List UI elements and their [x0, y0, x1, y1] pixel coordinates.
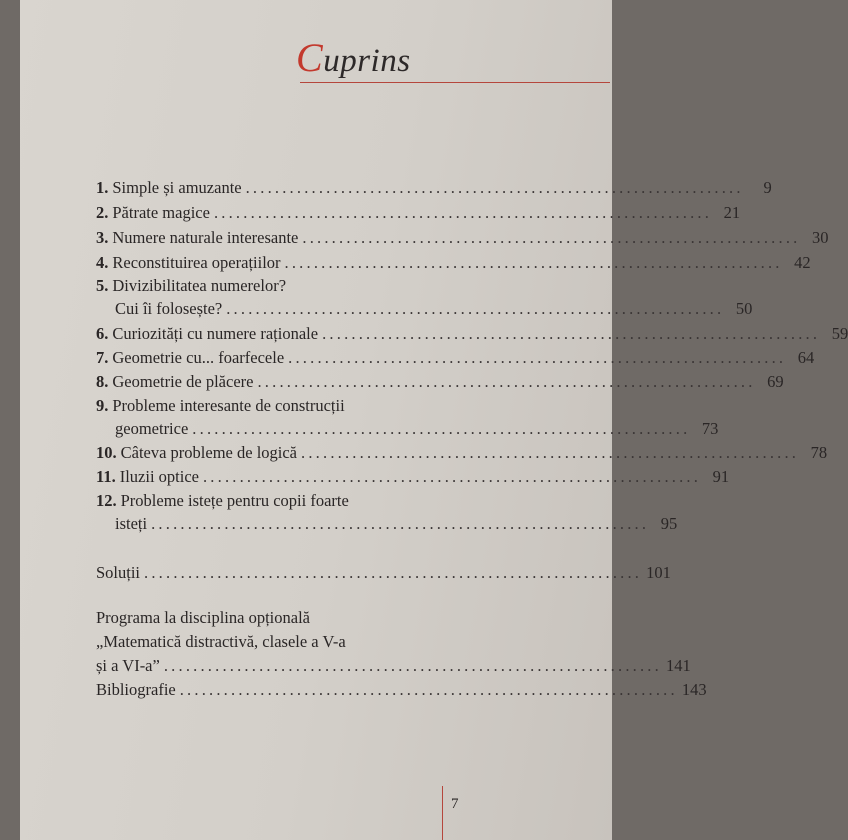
toc-title: Iluzii optice [119, 467, 199, 486]
toc-entry-3[interactable] [96, 228, 829, 252]
toc-number: 10. [96, 443, 117, 462]
toc-entry-program-line2[interactable] [96, 632, 441, 656]
toc-title: Câteva probleme de logică [120, 443, 298, 462]
toc-entry-5[interactable] [96, 276, 441, 300]
toc-leader: .................................................................... [163, 656, 662, 675]
toc-entry-9[interactable] [96, 396, 441, 420]
toc-page: 73 [701, 419, 719, 438]
toc-entry-bibliography[interactable] [96, 680, 707, 704]
toc-title: Programa la disciplina opțională [96, 608, 310, 627]
footer-rule [442, 786, 443, 840]
toc-leader: .................................................................... [302, 228, 801, 247]
toc-entry-11[interactable] [96, 467, 730, 491]
toc-number: 2. [96, 203, 109, 222]
toc-leader: .................................................................... [288, 348, 787, 367]
toc-number: 1. [96, 178, 109, 197]
toc-leader: .................................................................... [284, 253, 783, 272]
toc-leader: .................................................................... [245, 178, 744, 197]
toc-entry-2[interactable] [96, 203, 741, 227]
toc-entry-7[interactable] [96, 348, 815, 372]
toc-number: 7. [96, 348, 109, 367]
toc-number: 12. [96, 491, 117, 510]
toc-title-continued: geometrice [115, 419, 189, 438]
toc-page: 30 [811, 228, 829, 247]
toc-number: 8. [96, 372, 109, 391]
toc-entry-12[interactable] [96, 491, 441, 515]
toc-leader: .................................................................... [192, 419, 691, 438]
toc-entry-9-cont[interactable] [115, 419, 719, 443]
toc-page: 91 [712, 467, 730, 486]
toc-entry-4[interactable] [96, 253, 811, 277]
toc-number: 3. [96, 228, 109, 247]
toc-leader: .................................................................... [213, 203, 713, 222]
toc-title: Bibliografie [96, 680, 176, 699]
toc-page: 9 [763, 178, 772, 197]
toc-title: Reconstituirea operațiilor [112, 253, 281, 272]
toc-title: Pătrate magice [112, 203, 210, 222]
toc-page: 64 [797, 348, 815, 367]
toc-page: 42 [794, 253, 811, 272]
toc-page: 50 [735, 299, 753, 318]
toc-number: 4. [96, 253, 109, 272]
toc-page: 78 [810, 443, 828, 462]
toc-number: 9. [96, 396, 109, 415]
toc-page: 69 [767, 372, 784, 391]
toc-entry-5-cont[interactable] [115, 299, 753, 323]
toc-leader: .................................................................... [202, 467, 702, 486]
toc-title-continued: și a VI-a” [96, 656, 160, 675]
toc-entry-1[interactable] [96, 178, 772, 202]
toc-title-continued: „Matematică distractivă, clasele a V-a [96, 632, 346, 651]
toc-title: Simple și amuzante [112, 178, 242, 197]
toc-leader: .................................................................... [144, 563, 643, 582]
toc-page: 141 [665, 656, 691, 675]
toc-title: Divizibilitatea numerelor? [112, 276, 287, 295]
toc-page: 143 [681, 680, 707, 699]
toc-title: Numere naturale interesante [112, 228, 299, 247]
toc-leader: .................................................................... [257, 372, 756, 391]
toc-page: 59 [831, 324, 848, 343]
toc-title: Probleme interesante de construcții [112, 396, 345, 415]
toc-leader: .................................................................... [322, 324, 821, 343]
toc-leader: .................................................................... [301, 443, 800, 462]
page-number: 7 [451, 796, 459, 812]
toc-leader: .................................................................... [179, 680, 678, 699]
toc-title: Probleme istețe pentru copii foarte [120, 491, 349, 510]
toc-leader: .................................................................... [151, 514, 650, 533]
toc-entry-12-cont[interactable] [115, 514, 678, 538]
title-rest: uprins [323, 43, 411, 79]
toc-page: 101 [646, 563, 671, 582]
toc-entry-program-line3[interactable] [96, 656, 691, 680]
toc-number: 11. [96, 467, 116, 486]
toc-entry-program[interactable] [96, 608, 441, 632]
toc-title: Geometrie de plăcere [112, 372, 254, 391]
title-initial: C [296, 35, 324, 80]
toc-entry-8[interactable] [96, 372, 784, 396]
toc-entry-6[interactable] [96, 324, 848, 348]
toc-title: Curiozități cu numere raționale [112, 324, 319, 343]
toc-title-continued: Cui îi folosește? [115, 299, 223, 318]
toc-title-continued: isteți [115, 514, 148, 533]
toc-number: 6. [96, 324, 109, 343]
toc-title: Soluții [96, 563, 141, 582]
toc-page: 95 [660, 514, 678, 533]
toc-page: 21 [723, 203, 741, 222]
toc-title: Geometrie cu... foarfecele [112, 348, 285, 367]
toc-leader: .................................................................... [226, 299, 725, 318]
toc-entry-10[interactable] [96, 443, 828, 467]
toc-entry-solutions[interactable] [96, 563, 671, 587]
toc-number: 5. [96, 276, 109, 295]
